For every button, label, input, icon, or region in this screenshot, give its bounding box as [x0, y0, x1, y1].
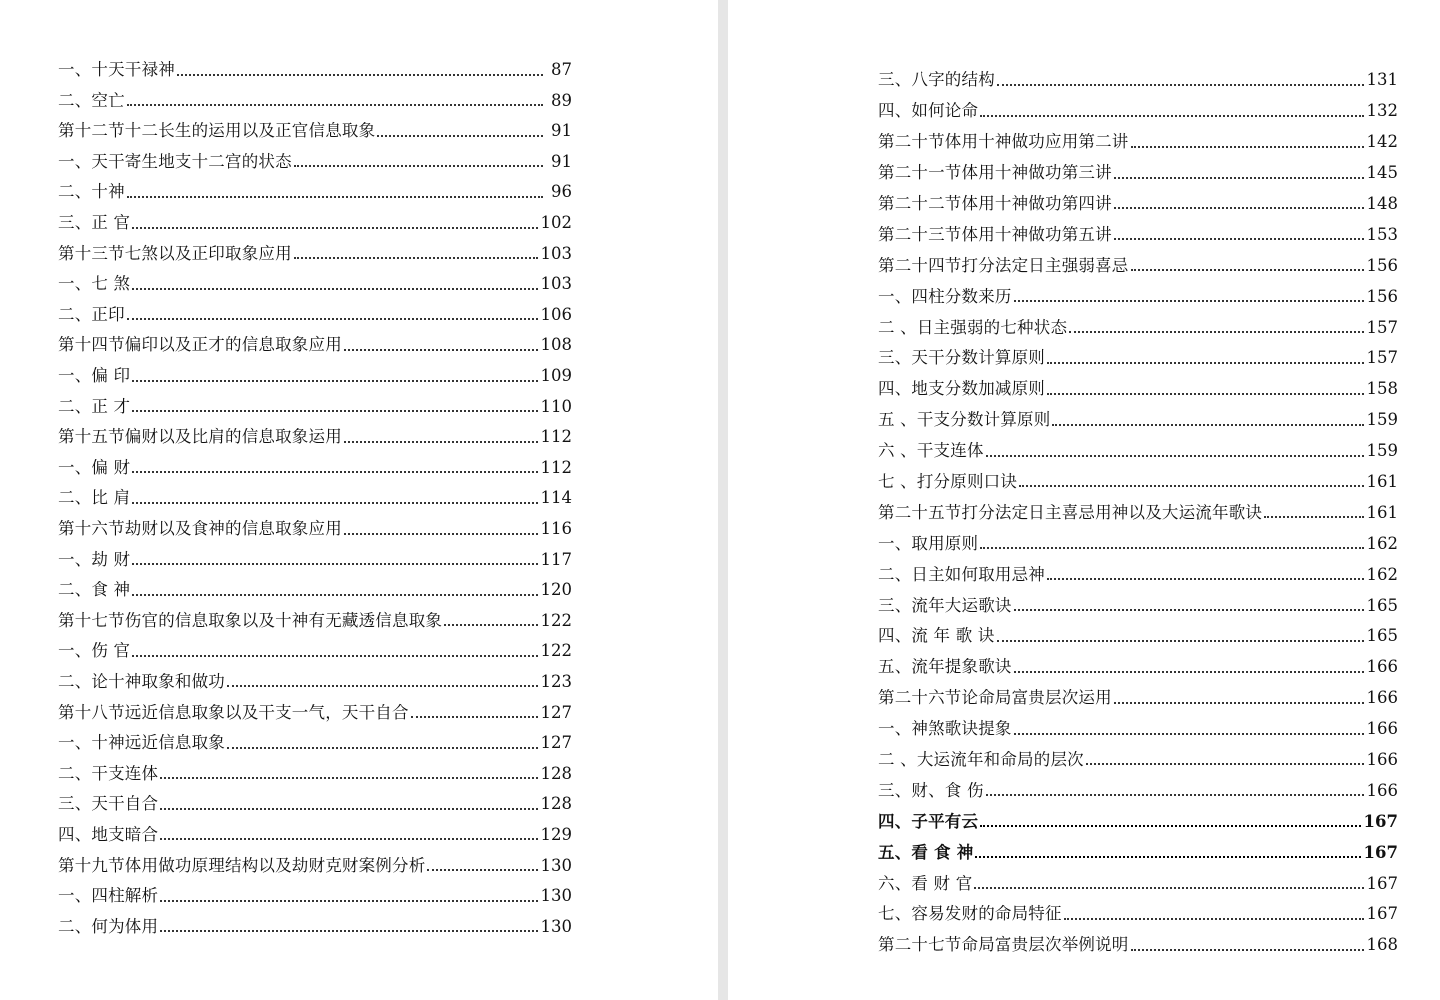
toc-entry-page-number: 127	[540, 702, 572, 722]
toc-entry-page-number: 106	[540, 304, 572, 324]
toc-entry	[878, 614, 1398, 645]
toc-entry	[58, 293, 572, 324]
toc-entry-title: 七 、打分原则口诀	[878, 471, 1018, 491]
toc-entry	[878, 429, 1398, 460]
toc-entry	[58, 170, 572, 201]
toc-entry-page-number: 91	[551, 151, 572, 171]
toc-entry-page-number: 129	[540, 824, 572, 844]
toc-entry-page-number: 128	[540, 794, 572, 814]
dot-leader	[1064, 918, 1364, 920]
toc-entry-title: 六 、干支连体	[878, 441, 984, 461]
toc-entry-page-number: 162	[1366, 564, 1398, 584]
dot-leader	[1131, 949, 1364, 951]
toc-entry	[878, 367, 1398, 398]
toc-entry-page-number: 116	[540, 519, 572, 538]
toc-entry-page-number: 132	[1366, 101, 1398, 121]
dot-leader	[975, 856, 1360, 858]
dot-leader	[294, 165, 543, 167]
dot-leader	[427, 869, 537, 871]
toc-entry	[58, 476, 572, 507]
toc-entry-title: 一、四柱分数来历	[878, 286, 1012, 306]
toc-entry	[58, 629, 572, 660]
dot-leader	[1014, 300, 1364, 302]
toc-entry	[58, 415, 572, 446]
toc-entry	[878, 398, 1398, 429]
dot-leader	[344, 349, 538, 351]
dot-leader	[227, 685, 538, 687]
dot-leader	[1114, 702, 1364, 704]
toc-entry-title: 三、天干自合	[58, 794, 159, 814]
toc-entry-title: 第二十二节体用十神做功第四讲	[878, 193, 1112, 213]
dot-leader	[127, 318, 538, 320]
toc-entry-title: 二、食 神	[58, 580, 131, 600]
toc-entry-title: 第十七节伤官的信息取象以及十神有无藏透信息取象	[58, 610, 443, 630]
toc-entry-title: 四、流 年 歌 诀	[878, 626, 995, 646]
toc-entry-page-number: 130	[540, 886, 572, 906]
toc-entry-page-number: 128	[540, 763, 572, 783]
dot-leader	[1114, 207, 1364, 209]
dot-leader	[1047, 362, 1364, 364]
toc-entry-page-number: 161	[1366, 502, 1398, 522]
toc-entry-page-number: 109	[540, 366, 572, 386]
dot-leader	[132, 563, 537, 565]
toc-entry-title: 一、十天干禄神	[58, 60, 175, 80]
toc-entry-title: 一、十神远近信息取象	[58, 733, 225, 753]
dot-leader	[411, 716, 538, 718]
toc-entry-page-number: 122	[540, 641, 572, 661]
toc-entry-page-number: 123	[540, 671, 572, 691]
toc-entry-page-number: 158	[1366, 379, 1398, 399]
toc-entry-title: 二、论十神取象和做功	[58, 671, 225, 691]
toc-entry-title: 二、何为体用	[58, 916, 159, 936]
toc-entry	[878, 274, 1398, 305]
toc-entry-page-number: 168	[1366, 935, 1398, 955]
dot-leader	[227, 747, 538, 749]
toc-entry-page-number: 167	[1363, 842, 1398, 862]
toc-entry-page-number: 159	[1366, 410, 1398, 430]
toc-entry-page-number: 167	[1366, 873, 1398, 893]
toc-entry-title: 三、八字的结构	[878, 70, 995, 90]
dot-leader	[1114, 177, 1364, 179]
toc-entry	[58, 232, 572, 263]
toc-entry-page-number: 96	[551, 182, 572, 202]
dot-leader	[1047, 578, 1364, 580]
toc-entry-title: 二、正 才	[58, 396, 131, 416]
toc-entry-title: 第十五节偏财以及比肩的信息取象运用	[58, 427, 342, 447]
toc-entry	[58, 323, 572, 354]
dot-leader	[974, 887, 1363, 889]
dot-leader	[132, 471, 537, 473]
toc-entry-title: 一、偏 财	[58, 457, 131, 477]
dot-leader	[377, 135, 543, 137]
toc-entry-page-number: 103	[540, 274, 572, 294]
toc-entry-title: 第二十四节打分法定日主强弱喜忌	[878, 255, 1129, 275]
toc-entry-page-number: 166	[1366, 749, 1398, 769]
toc-entry-title: 第十三节七煞以及正印取象应用	[58, 243, 292, 263]
toc-entry-page-number: 130	[540, 916, 572, 936]
toc-entry-title: 第十九节体用做功原理结构以及劫财克财案例分析	[58, 855, 426, 875]
toc-entry	[58, 874, 572, 905]
toc-entry-title: 第二十七节命局富贵层次举例说明	[878, 935, 1129, 955]
dot-leader	[1047, 393, 1364, 395]
toc-entry-page-number: 153	[1366, 224, 1398, 244]
toc-entry	[58, 660, 572, 691]
toc-entry-page-number: 112	[540, 457, 572, 477]
toc-entry	[58, 201, 572, 232]
toc-entry-title: 一、天干寄生地支十二宫的状态	[58, 151, 292, 171]
toc-entry-page-number: 156	[1366, 255, 1398, 275]
toc-entry-title: 二、十神	[58, 182, 125, 202]
toc-entry-title: 一、七 煞	[58, 274, 131, 294]
toc-entry	[878, 212, 1398, 243]
dot-leader	[127, 104, 543, 106]
toc-entry-title: 二 、大运流年和命局的层次	[878, 749, 1084, 769]
toc-entry-title: 七、容易发财的命局特征	[878, 904, 1062, 924]
dot-leader	[132, 655, 537, 657]
toc-entry	[58, 109, 572, 140]
dot-leader	[980, 547, 1363, 549]
toc-entry	[878, 738, 1398, 769]
toc-entry	[878, 58, 1398, 89]
toc-entry-title: 第二十六节论命局富贵层次运用	[878, 688, 1112, 708]
dot-leader	[986, 455, 1364, 457]
dot-leader	[444, 624, 537, 626]
toc-entry	[58, 813, 572, 844]
toc-entry-page-number: 157	[1366, 348, 1398, 368]
dot-leader	[132, 380, 537, 382]
toc-entry-page-number: 165	[1366, 626, 1398, 646]
toc-entry	[878, 552, 1398, 583]
toc-entry-title: 三、财、食 伤	[878, 780, 984, 800]
dot-leader	[1114, 238, 1364, 240]
toc-entry-title: 一、神煞歌诀提象	[878, 719, 1012, 739]
toc-entry-title: 第十二节十二长生的运用以及正官信息取象	[58, 121, 376, 141]
toc-entry	[878, 305, 1398, 336]
toc-entry-title: 一、偏 印	[58, 366, 131, 386]
toc-entry	[878, 768, 1398, 799]
dot-leader	[132, 594, 537, 596]
toc-entry	[878, 645, 1398, 676]
toc-entry-page-number: 103	[540, 243, 572, 263]
dot-leader	[997, 84, 1364, 86]
toc-entry-title: 四、地支分数加减原则	[878, 379, 1045, 399]
left-page	[0, 0, 718, 1000]
toc-entry-page-number: 157	[1366, 317, 1398, 337]
toc-entry	[878, 583, 1398, 614]
toc-entry-title: 二 、日主强弱的七种状态	[878, 317, 1068, 337]
dot-leader	[132, 502, 537, 504]
toc-entry-title: 第二十一节体用十神做功第三讲	[878, 163, 1112, 183]
toc-entry-title: 一、四柱解析	[58, 886, 159, 906]
dot-leader	[980, 115, 1363, 117]
dot-leader	[177, 74, 543, 76]
toc-entry	[878, 243, 1398, 274]
dot-leader	[1086, 763, 1364, 765]
dot-leader	[160, 777, 537, 779]
dot-leader	[160, 900, 537, 902]
dot-leader	[1131, 269, 1364, 271]
toc-entry-page-number: 166	[1366, 657, 1398, 677]
toc-entry-page-number: 159	[1366, 441, 1398, 461]
toc-entry-title: 第二十节体用十神做功应用第二讲	[878, 132, 1129, 152]
toc-entry-page-number: 167	[1363, 811, 1398, 831]
toc-entry-page-number: 120	[540, 580, 572, 600]
toc-entry-title: 五 、干支分数计算原则	[878, 410, 1051, 430]
toc-entry	[878, 676, 1398, 707]
dot-leader	[980, 825, 1360, 827]
toc-entry-title: 一、劫 财	[58, 549, 131, 569]
toc-entry-page-number: 127	[540, 733, 572, 753]
toc-entry	[58, 752, 572, 783]
toc-entry-page-number: 167	[1366, 904, 1398, 924]
toc-entry	[878, 336, 1398, 367]
toc-entry-page-number: 156	[1366, 286, 1398, 306]
toc-entry-page-number: 89	[551, 90, 572, 110]
toc-entry-title: 第十六节劫财以及食神的信息取象应用	[58, 519, 342, 538]
toc-list-right	[878, 58, 1398, 954]
dot-leader	[997, 640, 1364, 642]
toc-entry-title: 三、正 官	[58, 213, 131, 233]
dot-leader	[1014, 609, 1364, 611]
toc-entry	[878, 799, 1398, 830]
toc-entry	[878, 490, 1398, 521]
dot-leader	[986, 794, 1364, 796]
toc-entry-title: 二、正印	[58, 304, 125, 324]
toc-entry-title: 五、流年提象歌诀	[878, 657, 1012, 677]
toc-entry-page-number: 166	[1366, 780, 1398, 800]
toc-entry	[58, 721, 572, 752]
toc-entry-page-number: 142	[1366, 132, 1398, 152]
dot-leader	[1052, 424, 1363, 426]
toc-entry	[58, 354, 572, 385]
toc-entry-title: 二、日主如何取用忌神	[878, 564, 1045, 584]
dot-leader	[1014, 671, 1364, 673]
toc-entry	[58, 599, 572, 630]
toc-entry-title: 二、比 肩	[58, 488, 131, 508]
toc-entry	[878, 830, 1398, 861]
toc-entry-page-number: 165	[1366, 595, 1398, 615]
dot-leader	[160, 808, 537, 810]
toc-entry	[878, 89, 1398, 120]
toc-entry	[878, 707, 1398, 738]
dot-leader	[160, 838, 537, 840]
toc-entry	[58, 48, 572, 79]
toc-entry-title: 第二十五节打分法定日主喜忌用神以及大运流年歌诀	[878, 502, 1263, 522]
dot-leader	[294, 257, 538, 259]
toc-entry	[58, 262, 572, 293]
toc-entry	[878, 120, 1398, 151]
dot-leader	[1014, 733, 1364, 735]
toc-entry	[878, 182, 1398, 213]
dot-leader	[132, 288, 537, 290]
toc-entry	[878, 521, 1398, 552]
toc-entry-page-number: 87	[551, 60, 572, 80]
toc-entry-title: 二、空亡	[58, 90, 125, 110]
toc-entry	[878, 923, 1398, 954]
toc-entry-title: 三、流年大运歌诀	[878, 595, 1012, 615]
toc-entry-title: 五、看 食 神	[878, 842, 974, 862]
toc-entry-title: 三、天干分数计算原则	[878, 348, 1045, 368]
toc-entry-page-number: 131	[1366, 70, 1398, 90]
toc-entry-title: 一、取用原则	[878, 533, 979, 553]
toc-entry-title: 四、地支暗合	[58, 824, 159, 844]
toc-entry-page-number: 112	[540, 427, 572, 447]
toc-entry	[58, 690, 572, 721]
toc-entry	[58, 843, 572, 874]
toc-entry-page-number: 117	[540, 549, 572, 569]
toc-list-left	[58, 48, 572, 935]
toc-entry-page-number: 162	[1366, 533, 1398, 553]
dot-leader	[160, 930, 537, 932]
dot-leader	[127, 196, 543, 198]
toc-entry-page-number: 148	[1366, 193, 1398, 213]
toc-entry	[878, 151, 1398, 182]
toc-entry	[58, 385, 572, 416]
toc-entry	[58, 538, 572, 569]
toc-entry-title: 第十四节偏印以及正才的信息取象应用	[58, 335, 342, 355]
toc-entry	[58, 905, 572, 936]
toc-entry-title: 六、看 财 官	[878, 873, 973, 893]
toc-entry	[58, 446, 572, 477]
dot-leader	[132, 410, 537, 412]
toc-entry-page-number: 110	[540, 396, 572, 416]
toc-entry-page-number: 102	[540, 213, 572, 233]
toc-entry	[58, 79, 572, 110]
toc-entry-page-number: 130	[540, 855, 572, 875]
toc-entry-title: 第二十三节体用十神做功第五讲	[878, 224, 1112, 244]
toc-entry-page-number: 91	[551, 121, 572, 141]
right-page	[728, 0, 1440, 1000]
toc-entry-title: 第十八节远近信息取象以及干支一气，天干自合	[58, 702, 409, 722]
toc-entry-title: 一、伤 官	[58, 641, 131, 661]
toc-entry-page-number: 145	[1366, 163, 1398, 183]
toc-entry	[58, 782, 572, 813]
toc-entry-page-number: 166	[1366, 719, 1398, 739]
toc-entry-title: 四、如何论命	[878, 101, 979, 121]
toc-entry-title: 二、干支连体	[58, 763, 159, 783]
toc-entry	[58, 507, 572, 538]
dot-leader	[344, 533, 538, 535]
dot-leader	[1069, 331, 1363, 333]
toc-entry	[878, 892, 1398, 923]
dot-leader	[1264, 516, 1363, 518]
toc-entry-page-number: 108	[540, 335, 572, 355]
toc-entry-title: 四、子平有云	[878, 811, 979, 831]
dot-leader	[132, 227, 537, 229]
toc-entry	[878, 460, 1398, 491]
toc-entry	[58, 568, 572, 599]
toc-entry	[58, 140, 572, 171]
dot-leader	[1019, 485, 1363, 487]
toc-entry-page-number: 114	[540, 488, 572, 508]
toc-entry-page-number: 122	[540, 610, 572, 630]
toc-entry-page-number: 161	[1366, 471, 1398, 491]
dot-leader	[344, 441, 538, 443]
toc-entry-page-number: 166	[1366, 688, 1398, 708]
dot-leader	[1131, 146, 1364, 148]
toc-entry	[878, 861, 1398, 892]
